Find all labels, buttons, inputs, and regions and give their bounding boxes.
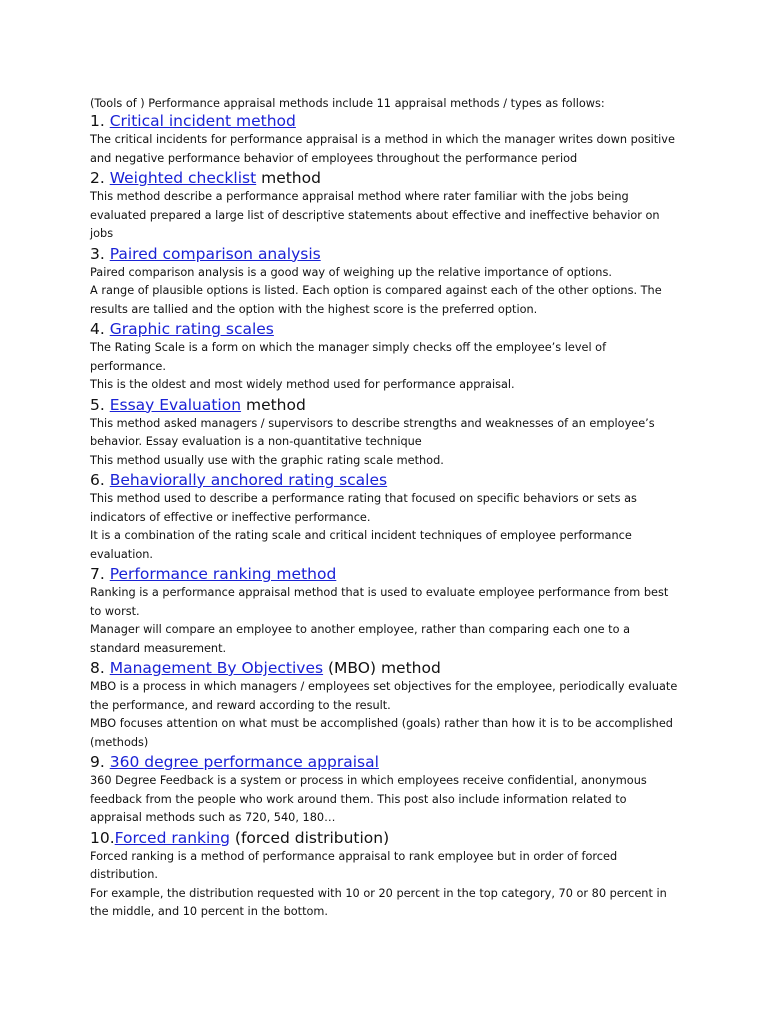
method-description: A range of plausible options is listed. Each option is compared against each of the other options. The results are tallied and the option with the highest score is the preferred option.	[90, 284, 662, 316]
method-link[interactable]: Graphic rating scales	[109, 320, 274, 338]
method-item	[90, 470, 680, 564]
method-number: 7.	[90, 565, 110, 583]
method-description: Paired comparison analysis is a good way of weighing up the relative importance of options.	[90, 265, 612, 279]
method-item	[90, 395, 680, 471]
method-description: Forced ranking is a method of performance appraisal to rank employee but in order of forced distribution.	[90, 849, 618, 881]
method-description: Manager will compare an employee to another employee, rather than comparing each one to a standard measurement.	[90, 623, 631, 655]
method-link[interactable]: 360 degree performance appraisal	[109, 753, 379, 771]
method-item	[90, 244, 680, 320]
method-number: 10.	[90, 828, 115, 847]
method-link[interactable]: Forced ranking	[114, 828, 230, 847]
method-item	[90, 658, 680, 752]
method-number: 6.	[90, 471, 110, 489]
method-heading	[90, 658, 680, 678]
method-description: This method describe a performance appraisal method where rater familiar with the jobs being evaluated prepared a large list of descriptive statements about effective and ineffective behavior on jobs	[90, 190, 660, 240]
method-heading	[90, 319, 680, 339]
method-suffix: (MBO) method	[323, 659, 441, 677]
method-heading	[90, 168, 680, 188]
method-heading	[90, 828, 680, 848]
method-link[interactable]: Paired comparison analysis	[109, 244, 321, 263]
method-link[interactable]: Performance ranking method	[109, 565, 337, 583]
method-description: The Rating Scale is a form on which the manager simply checks off the employee’s level of performance.	[90, 341, 607, 373]
method-item	[90, 828, 680, 922]
method-item	[90, 319, 680, 395]
method-item	[90, 111, 680, 168]
method-heading	[90, 470, 680, 490]
method-description: MBO focuses attention on what must be accomplished (goals) rather than how it is to be accomplished (methods)	[90, 717, 673, 749]
method-suffix: (forced distribution)	[230, 828, 390, 847]
method-list	[90, 111, 680, 922]
method-heading	[90, 564, 680, 584]
method-link[interactable]: Essay Evaluation	[109, 395, 242, 414]
method-number: 8.	[90, 659, 110, 677]
method-item	[90, 168, 680, 244]
method-description: 360 Degree Feedback is a system or process in which employees receive confidential, anonymous feedback from the people who work around them. This post also include information related to appraisal methods such as 720, 540, 180…	[90, 774, 647, 824]
method-number: 2.	[90, 169, 110, 187]
method-description: MBO is a process in which managers / employees set objectives for the employee, periodically evaluate the performance, and reward according to the result.	[90, 680, 678, 712]
method-description: It is a combination of the rating scale and critical incident techniques of employee performance evaluation.	[90, 529, 632, 561]
method-number: 4.	[90, 320, 110, 338]
method-description: The critical incidents for performance appraisal is a method in which the manager writes down positive and negative performance behavior of employees throughout the performance period	[90, 133, 675, 165]
method-heading	[90, 244, 680, 264]
method-description: This method usually use with the graphic rating scale method.	[90, 453, 444, 467]
method-heading	[90, 111, 680, 131]
method-description: This method asked managers / supervisors to describe strengths and weaknesses of an employee’s behavior. Essay evaluation is a non-quantitative technique	[90, 416, 655, 448]
method-link[interactable]: Management By Objectives	[109, 659, 324, 677]
method-number: 3.	[90, 244, 110, 263]
intro-text: (Tools of ) Performance appraisal methods include 11 appraisal methods / types as follows:	[90, 97, 605, 110]
method-description: Ranking is a performance appraisal method that is used to evaluate employee performance from best to worst.	[90, 586, 669, 618]
method-item	[90, 564, 680, 658]
method-link[interactable]: Weighted checklist	[109, 169, 257, 187]
method-description: This is the oldest and most widely method used for performance appraisal.	[90, 378, 515, 391]
method-description: This method used to describe a performance rating that focused on specific behaviors or sets as indicators of effective or ineffective performance.	[90, 492, 637, 524]
method-suffix: method	[241, 395, 306, 414]
method-heading	[90, 752, 680, 772]
method-link[interactable]: Behaviorally anchored rating scales	[109, 471, 388, 489]
method-number: 5.	[90, 395, 110, 414]
method-heading	[90, 395, 680, 415]
method-suffix: method	[256, 169, 321, 187]
method-description: For example, the distribution requested with 10 or 20 percent in the top category, 70 or 80 percent in the middle, and 10 percent in the bottom.	[90, 886, 667, 918]
method-link[interactable]: Critical incident method	[109, 112, 296, 130]
method-item	[90, 752, 680, 828]
method-number: 9.	[90, 753, 110, 771]
method-number: 1.	[90, 112, 110, 130]
document-body	[90, 96, 680, 922]
